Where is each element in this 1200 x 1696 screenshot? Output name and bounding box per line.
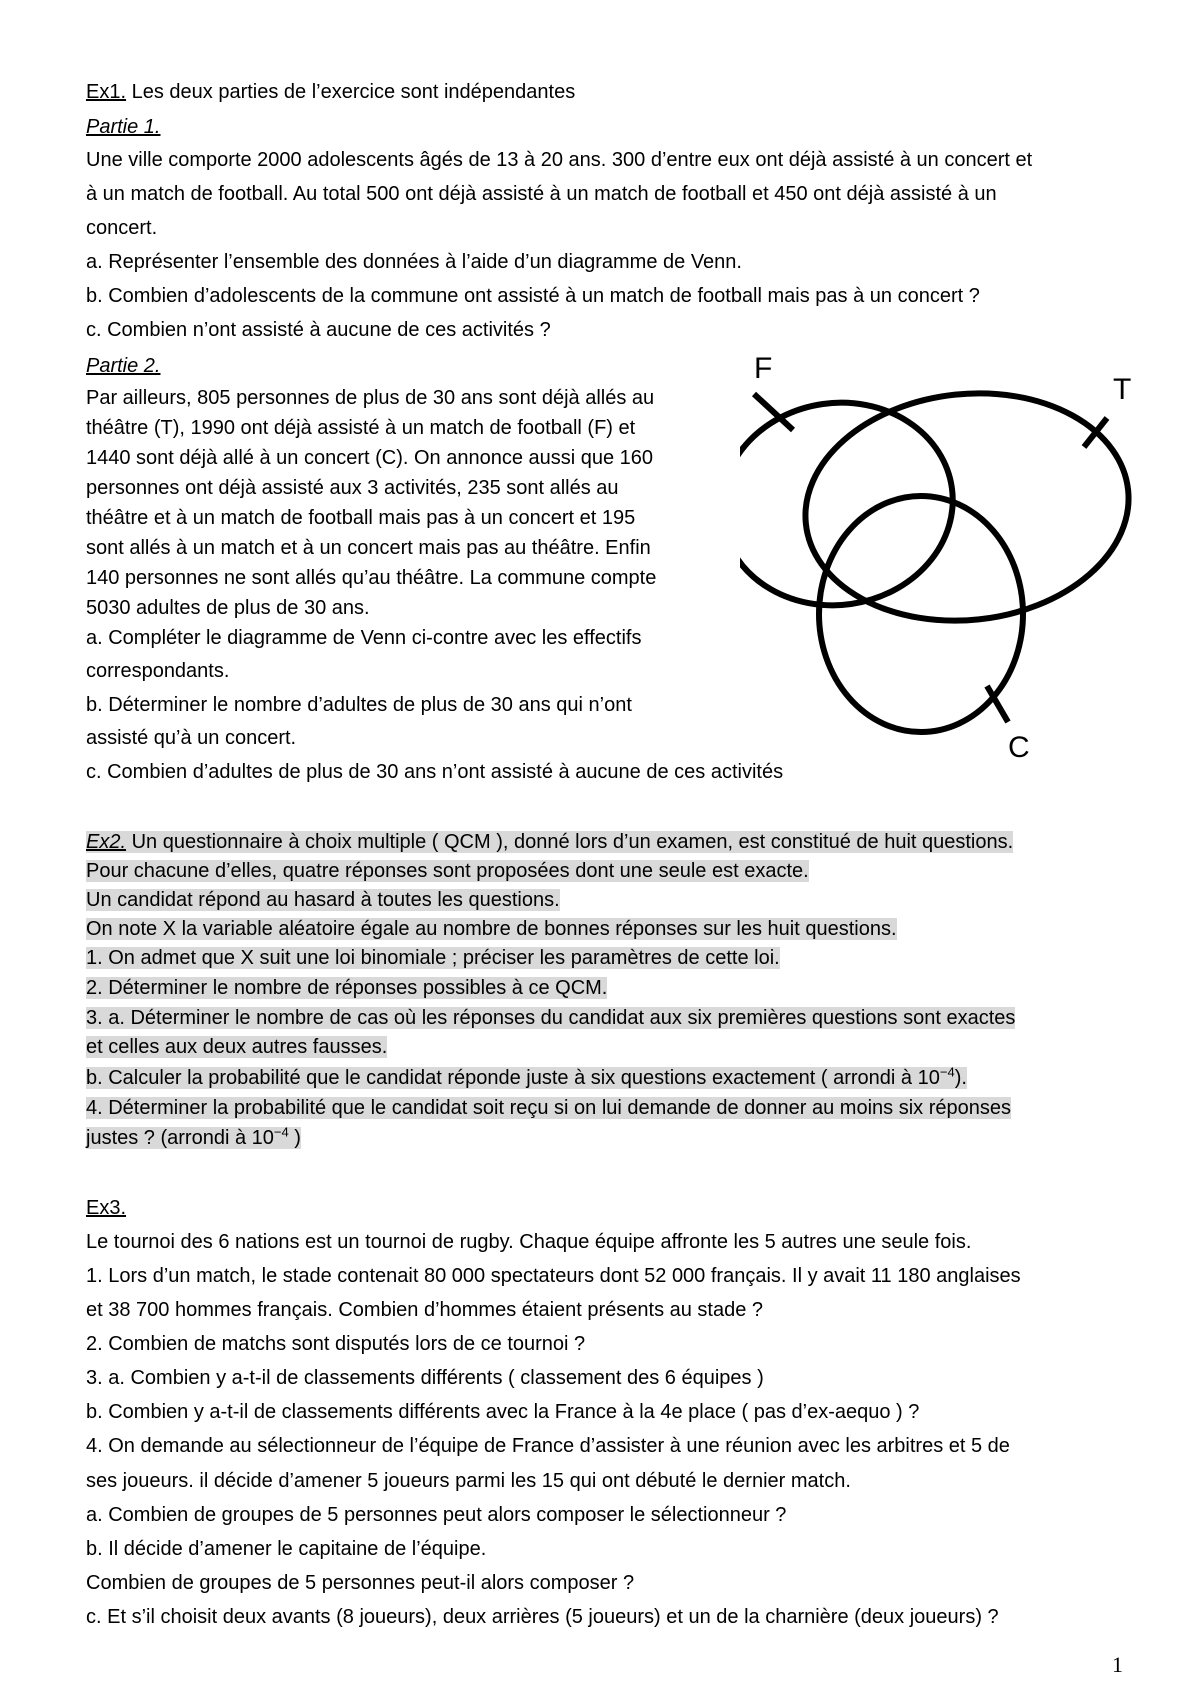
venn-label-f: F [754, 352, 773, 385]
ex2-line: On note X la variable aléatoire égale au nombre de bonnes réponses sur les huit questions. [86, 918, 897, 940]
page-number: 1 [1112, 1652, 1123, 1677]
ex2-line: Un candidat répond au hasard à toutes les questions. [86, 889, 560, 911]
ex1-part2-title: Partie 2. [86, 355, 161, 377]
ex3-question-4: 4. On demande au sélectionneur de l’équipe de France d’assister à une réunion avec les arbitres et 5 de [86, 1435, 1010, 1457]
ex3-question-4-cont: ses joueurs. il décide d’amener 5 joueurs parmi les 15 qui ont débuté le dernier match. [86, 1470, 851, 1492]
venn-circle-football [740, 388, 966, 620]
ex2-line: Pour chacune d’elles, quatre réponses sont proposées dont une seule est exacte. [86, 860, 809, 882]
ex1-p2-question-c: c. Combien d’adultes de plus de 30 ans n’ont assisté à aucune de ces activités [86, 761, 784, 783]
ex1-p2-line: 1440 sont déjà allé à un concert (C). On annonce aussi que 160 [86, 447, 654, 469]
ex1-intro: Les deux parties de l’exercice sont indépendantes [126, 81, 576, 103]
ex3-question-3a: 3. a. Combien y a-t-il de classements différents ( classement des 6 équipes ) [86, 1367, 764, 1389]
ex3-question-2: 2. Combien de matchs sont disputés lors de ce tournoi ? [86, 1333, 586, 1355]
ex2-question-4: 4. Déterminer la probabilité que le candidat soit reçu si on lui demande de donner au moins six réponses [86, 1097, 1011, 1119]
ex2-title: Ex2. [86, 831, 127, 853]
ex3-question-3b: b. Combien y a-t-il de classements différents avec la France à la 4e place ( pas d’ex-aequo ) ? [86, 1401, 920, 1423]
ex3-title: Ex3. [86, 1197, 127, 1219]
ex2-line: Ex2. Un questionnaire à choix multiple ( QCM ), donné lors d’un examen, est constitué de huit questions. [86, 831, 1014, 853]
ex1-p1-question-b: b. Combien d’adolescents de la commune ont assisté à un match de football mais pas à un concert ? [86, 285, 980, 307]
ex2-question-3a-cont: et celles aux deux autres fausses. [86, 1036, 388, 1058]
ex1-p2-question-a: a. Compléter le diagramme de Venn ci-contre avec les effectifs [86, 627, 642, 649]
venn-label-t: T [1113, 373, 1132, 406]
ex3-line: Le tournoi des 6 nations est un tournoi de rugby. Chaque équipe affronte les 5 autres une seule fois. [86, 1231, 972, 1253]
ex3-question-4b: b. Il décide d’amener le capitaine de l’équipe. [86, 1538, 487, 1560]
ex1-p2-line: personnes ont déjà assisté aux 3 activités, 235 sont allés au [86, 477, 619, 499]
ex1-p2-line: 140 personnes ne sont allés qu’au théâtre. La commune compte [86, 567, 657, 589]
ex1-part1-title: Partie 1. [86, 116, 161, 138]
ex1-p2-question-b-cont: assisté qu’à un concert. [86, 727, 297, 749]
ex1-p1-line: concert. [86, 217, 158, 239]
ex2-question-2: 2. Déterminer le nombre de réponses possibles à ce QCM. [86, 977, 608, 999]
ex1-p1-question-c: c. Combien n’ont assisté à aucune de ces activités ? [86, 319, 551, 341]
ex3-question-4b-cont: Combien de groupes de 5 personnes peut-il alors composer ? [86, 1572, 635, 1594]
venn-diagram [740, 352, 1160, 772]
ex2-question-3b: b. Calculer la probabilité que le candidat réponde juste à six questions exactement ( arrondi à $10^{-4}$). [86, 1064, 967, 1089]
ex3-question-1-cont: et 38 700 hommes français. Combien d’hommes étaient présents au stade ? [86, 1299, 764, 1321]
ex2-question-4-cont: justes ? (arrondi à $10^{-4}$ ) [86, 1124, 301, 1149]
ex3-question-4c: c. Et s’il choisit deux avants (8 joueurs), deux arrières (5 joueurs) et un de la charnière (deux joueurs) ? [86, 1606, 999, 1628]
ex1-title: Ex1. [86, 81, 127, 103]
ex2-question-1: 1. On admet que X suit une loi binomiale ; préciser les paramètres de cette loi. [86, 947, 780, 969]
ex1-p1-line: à un match de football. Au total 500 ont déjà assisté à un match de football et 450 ont déjà assisté à un [86, 183, 997, 205]
venn-label-c: C [1008, 731, 1030, 764]
ex1-p2-question-b: b. Déterminer le nombre d’adultes de plus de 30 ans qui n’ont [86, 694, 632, 716]
ex1-p2-line: Par ailleurs, 805 personnes de plus de 30 ans sont déjà allés au [86, 387, 655, 409]
ex1-p2-line: 5030 adultes de plus de 30 ans. [86, 597, 370, 619]
ex1-p2-line: théâtre (T), 1990 ont déjà assisté à un match de football (F) et [86, 417, 636, 439]
ex1-p2-question-a-cont: correspondants. [86, 660, 230, 682]
ex3-question-1: 1. Lors d’un match, le stade contenait 80 000 spectateurs dont 52 000 français. Il y avait 11 180 anglaises [86, 1265, 1021, 1287]
ex1-p1-line: Une ville comporte 2000 adolescents âgés de 13 à 20 ans. 300 d’entre eux ont déjà assisté à un concert et [86, 149, 1033, 171]
ex2-question-3a: 3. a. Déterminer le nombre de cas où les réponses du candidat aux six premières questions sont exactes [86, 1007, 1016, 1029]
ex1-p1-question-a: a. Représenter l’ensemble des données à l’aide d’un diagramme de Venn. [86, 251, 742, 273]
ex3-question-4a: a. Combien de groupes de 5 personnes peut alors composer le sélectionneur ? [86, 1504, 787, 1526]
ex1-heading [86, 78, 575, 106]
ex1-p2-line: théâtre et à un match de football mais pas à un concert et 195 [86, 507, 636, 529]
ex1-p2-line: sont allés à un match et à un concert mais pas au théâtre. Enfin [86, 537, 651, 559]
